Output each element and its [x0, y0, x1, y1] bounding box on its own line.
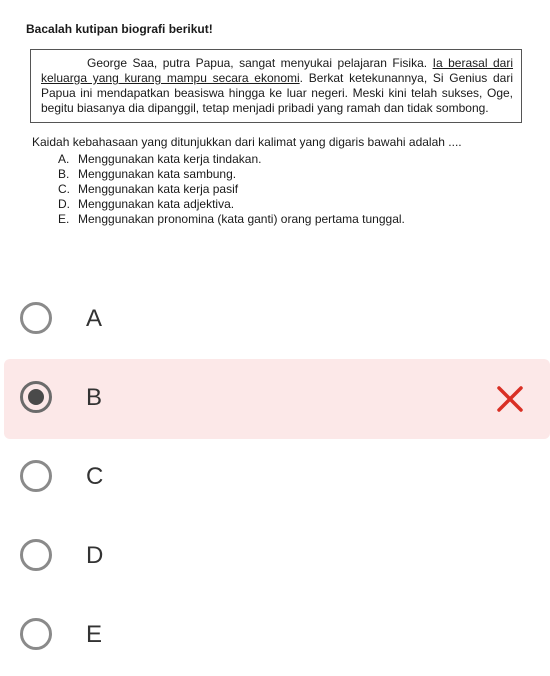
choice-item: B. Menggunakan kata sambung.	[58, 167, 237, 181]
choice-list	[58, 152, 522, 227]
option-d[interactable]	[4, 517, 550, 597]
option-e[interactable]	[4, 596, 550, 676]
radio-button-selected[interactable]	[20, 381, 52, 413]
option-label: A	[86, 305, 103, 332]
passage-text-after: . Berkat ketekunannya, Si Genius dari Papua ini mendapatkan beasiswa hingga ke luar negeri. Meski kini telah sukses, Oge, begitu biasanya dia dipanggil, tetap menjadi pribadi yang ramah dan tidak sombong.	[41, 71, 513, 115]
x-mark-icon	[494, 383, 526, 415]
option-label: B	[86, 384, 103, 411]
instruction-text: Bacalah kutipan biografi berikut!	[26, 22, 213, 36]
option-a[interactable]	[4, 280, 550, 360]
choice-item: D. Menggunakan kata adjektiva.	[58, 197, 235, 211]
option-label: E	[86, 621, 103, 648]
radio-button[interactable]	[20, 460, 52, 492]
option-label: C	[86, 463, 104, 490]
radio-button[interactable]	[20, 539, 52, 571]
option-c[interactable]	[4, 438, 550, 518]
question-card	[22, 22, 522, 227]
question-prompt: Kaidah kebahasaan yang ditunjukkan dari kalimat yang digaris bawahi adalah ....	[32, 135, 462, 149]
choice-item: C. Menggunakan kata kerja pasif	[58, 182, 239, 196]
option-label: D	[86, 542, 104, 569]
radio-button[interactable]	[20, 302, 52, 334]
radio-dot-icon	[28, 389, 44, 405]
choice-item: A. Menggunakan kata kerja tindakan.	[58, 152, 262, 166]
biography-passage	[30, 49, 522, 123]
passage-underlined-sentence: Ia berasal dari keluarga yang kurang mampu secara ekonomi	[41, 56, 514, 85]
option-b[interactable]	[4, 359, 550, 439]
radio-button[interactable]	[20, 618, 52, 650]
passage-text-before: George Saa, putra Papua, sangat menyukai pelajaran Fisika.	[87, 56, 433, 70]
choice-item: E. Menggunakan pronomina (kata ganti) orang pertama tunggal.	[58, 212, 405, 226]
